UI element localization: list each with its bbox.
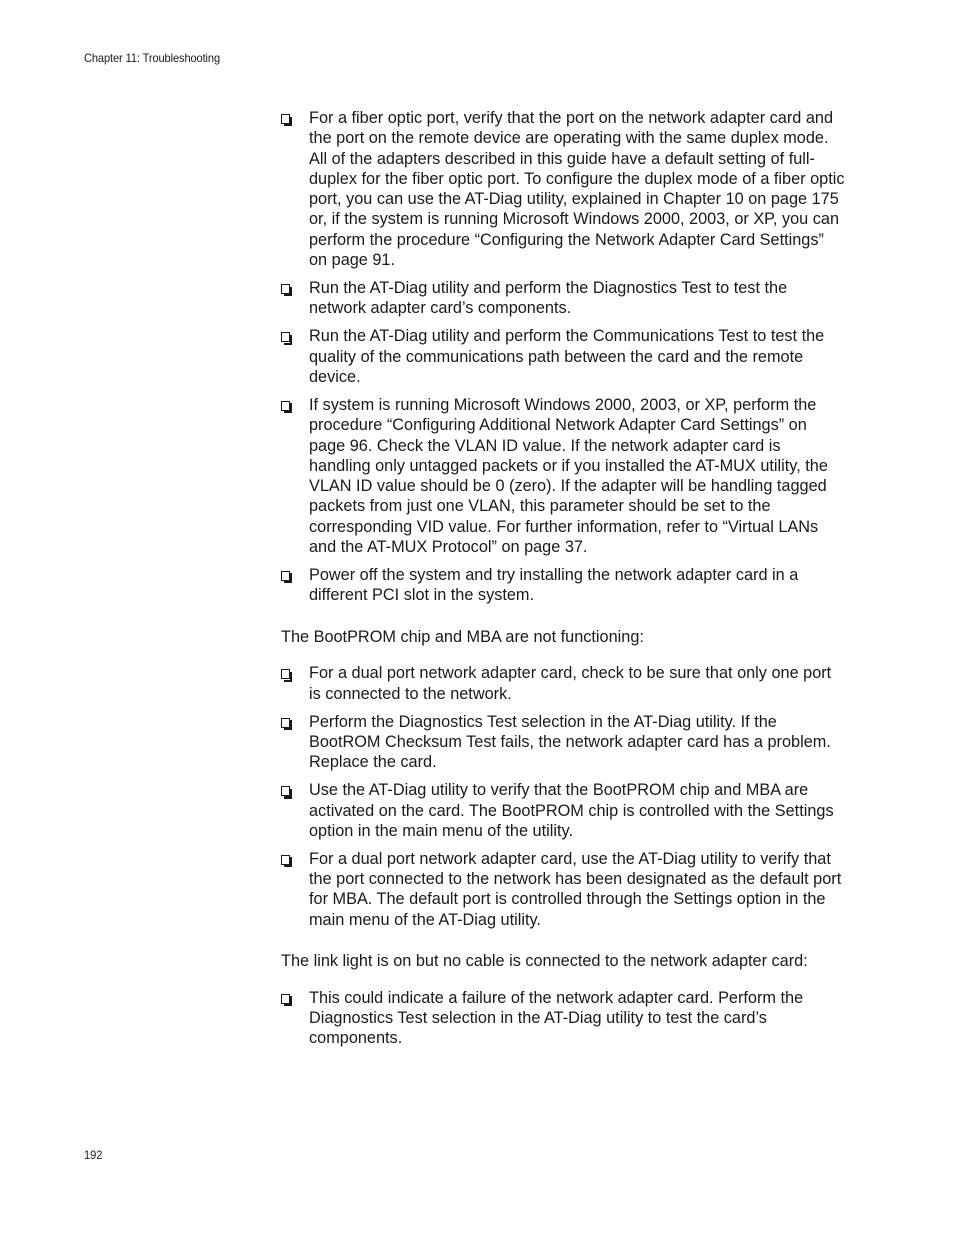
- page-body: [281, 108, 846, 1056]
- list-item-text: For a fiber optic port, verify that the port on the network adapter card and the port on the remote device are operating with the same duplex mode. All of the adapters described in this guide have a default setting of full-duplex for the fiber optic port. To configure the duplex mode of a fiber optic port, you can use the AT-Diag utility, explained in Chapter 10 on page 175 or, if the system is running Microsoft Windows 2000, 2003, or XP, you can perform the procedure “Configuring the Network Adapter Card Settings” on page 91.: [309, 109, 845, 270]
- checkbox-bullet-icon: [281, 401, 290, 411]
- list-item: [281, 663, 846, 704]
- list-item-text: If system is running Microsoft Windows 2000, 2003, or XP, perform the procedure “Configuring Additional Network Adapter Card Settings” on page 96. Check the VLAN ID value. If the network adapter card is handling only untagged packets or if you installed the AT-MUX utility, the VLAN ID value should be 0 (zero). If the adapter will be handling tagged packets from just one VLAN, this parameter should be set to the corresponding VID value. For further information, refer to “Virtual LANs and the AT-MUX Protocol” on page 37.: [309, 395, 828, 556]
- checkbox-bullet-icon: [281, 855, 290, 865]
- list-item-text: Run the AT-Diag utility and perform the Communications Test to test the quality of the communications path between the card and the remote device.: [309, 327, 825, 386]
- list-item: [281, 565, 846, 606]
- checkbox-bullet-icon: [281, 718, 290, 728]
- checkbox-bullet-icon: [281, 284, 290, 294]
- page-number: 192: [84, 1148, 103, 1162]
- list-item: [281, 108, 846, 270]
- section-lead-link-light: The link light is on but no cable is connected to the network adapter card:: [281, 952, 808, 970]
- section-lead-bootprom: The BootPROM chip and MBA are not functioning:: [281, 627, 644, 646]
- list-item-text: For a dual port network adapter card, use the AT-Diag utility to verify that the port connected to the network has been designated as the default port for MBA. The default port is controlled through the Settings option in the main menu of the AT-Diag utility.: [309, 849, 842, 929]
- list-item: [281, 712, 846, 773]
- checklist-bootprom-issues: [281, 663, 846, 930]
- list-item: [281, 849, 846, 930]
- list-item-text: Use the AT-Diag utility to verify that the BootPROM chip and MBA are activated on the card. The BootPROM chip is controlled with the Settings option in the main menu of the utility.: [309, 781, 834, 840]
- list-item-text: Power off the system and try installing the network adapter card in a different PCI slot in the system.: [309, 565, 799, 605]
- list-item-text: Perform the Diagnostics Test selection in the AT-Diag utility. If the BootROM Checksum Test fails, the network adapter card has a problem. Replace the card.: [309, 712, 831, 772]
- running-head: Chapter 11: Troubleshooting: [84, 51, 221, 65]
- checkbox-bullet-icon: [281, 994, 290, 1004]
- list-item-text: Run the AT-Diag utility and perform the Diagnostics Test to test the network adapter card’s components.: [309, 279, 788, 318]
- checklist-link-light-issues: [281, 988, 846, 1049]
- list-item-text: For a dual port network adapter card, check to be sure that only one port is connected to the network.: [309, 664, 832, 703]
- list-item: [281, 988, 846, 1049]
- list-item-text: This could indicate a failure of the network adapter card. Perform the Diagnostics Test selection in the AT-Diag utility to test the card’s components.: [309, 988, 804, 1048]
- checkbox-bullet-icon: [281, 669, 290, 679]
- checklist-fiber-issues: [281, 108, 846, 606]
- list-item: [281, 326, 846, 387]
- list-item: [281, 395, 846, 557]
- checkbox-bullet-icon: [281, 786, 290, 796]
- checkbox-bullet-icon: [281, 332, 290, 342]
- checkbox-bullet-icon: [281, 114, 290, 124]
- list-item: [281, 278, 846, 319]
- list-item: [281, 780, 846, 841]
- checkbox-bullet-icon: [281, 571, 290, 581]
